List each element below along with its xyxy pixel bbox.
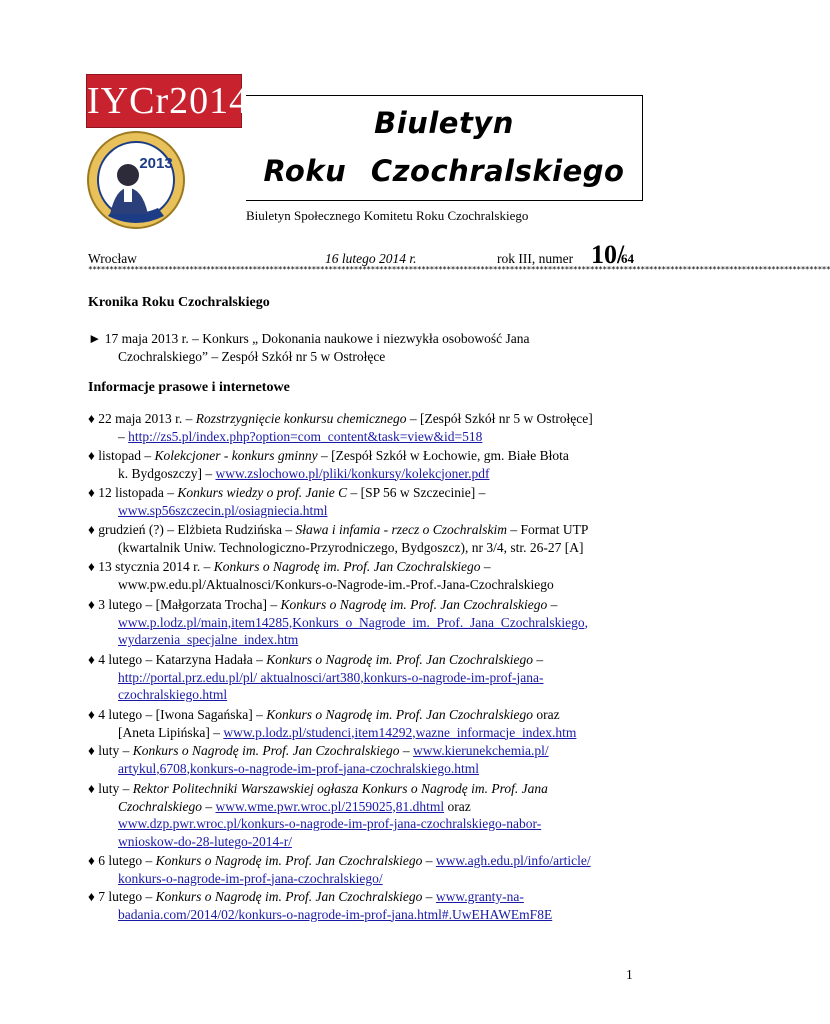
item-text: ♦ listopad – bbox=[88, 448, 155, 463]
title-line-1: Biuletyn bbox=[374, 106, 514, 140]
page-number: 1 bbox=[626, 967, 633, 982]
kronika-item-line1: 17 maja 2013 r. – Konkurs „ Dokonania naukowe i niezwykła osobowość Jana bbox=[104, 331, 530, 346]
item-link[interactable]: www.wme.pwr.wroc.pl/2159025,81.dhtml bbox=[215, 798, 445, 814]
section-heading-info: Informacje prasowe i internetowe bbox=[88, 380, 290, 395]
item-title: Czochralskiego bbox=[118, 798, 202, 814]
item-text: ♦ 6 lutego – bbox=[88, 853, 156, 868]
item-text: – bbox=[202, 798, 216, 814]
item-text: ♦ 22 maja 2013 r. – bbox=[88, 411, 196, 426]
item-title: Kolekcjoner - konkurs gminny bbox=[154, 448, 318, 463]
item-title: Konkurs o Nagrodę im. Prof. Jan Czochralskiego bbox=[280, 597, 548, 612]
item-link[interactable]: www.p.lodz.pl/main,item14285,Konkurs_o_Nagrode_im._Prof._Jana_Czochralskiego, bbox=[118, 614, 589, 630]
item-link[interactable]: www.p.lodz.pl/studenci,item14292,wazne_informacje_index.htm bbox=[223, 724, 577, 740]
item-link[interactable]: wnioskow-do-28-lutego-2014-r/ bbox=[118, 833, 292, 849]
item-text: ♦ luty – bbox=[88, 743, 133, 758]
header-city: Wrocław bbox=[88, 251, 137, 266]
item-link[interactable]: www.agh.edu.pl/info/article/ bbox=[435, 853, 591, 868]
header-date: 16 lutego 2014 r. bbox=[325, 251, 417, 266]
item-title: Konkurs o Nagrodę im. Prof. Jan Czochralskiego bbox=[266, 707, 533, 722]
item-text: – bbox=[422, 889, 436, 904]
item-text: ♦ 7 lutego – bbox=[88, 889, 156, 904]
item-url-text: www.pw.edu.pl/Aktualnosci/Konkurs-o-Nagrode-im.-Prof.-Jana-Czochralskiego bbox=[118, 576, 554, 592]
list-item bbox=[88, 410, 636, 445]
item-link[interactable]: www.dzp.pwr.wroc.pl/konkurs-o-nagrode-im-prof-jana-czochralskiego-nabor- bbox=[118, 816, 542, 831]
arrow-bullet-icon: ► bbox=[88, 331, 102, 346]
list-item bbox=[88, 484, 636, 519]
item-link[interactable]: www.granty-na- bbox=[435, 889, 524, 904]
item-link[interactable]: www.kierunekchemia.pl/ bbox=[413, 743, 549, 758]
header-issue-total: 64 bbox=[621, 251, 634, 266]
item-title: Konkurs wiedzy o prof. Janie C bbox=[177, 485, 348, 500]
list-item bbox=[88, 596, 636, 649]
header-issue-number: 10/ bbox=[591, 240, 625, 269]
badge-year-text: 2013 bbox=[139, 155, 173, 172]
item-title: Konkurs o Nagrodę im. Prof. Jan Czochralskiego bbox=[155, 853, 423, 868]
item-text: oraz bbox=[532, 707, 560, 722]
item-link[interactable]: konkurs-o-nagrode-im-prof-jana-czochralskiego/ bbox=[118, 870, 383, 886]
item-text: ♦ luty – bbox=[88, 781, 133, 796]
item-text: ♦ 3 lutego – [Małgorzata Trocha] – bbox=[88, 597, 281, 612]
item-text: – Format UTP bbox=[506, 522, 589, 537]
subtitle: Biuletyn Społecznego Komitetu Roku Czochralskiego bbox=[246, 208, 529, 223]
item-text: – bbox=[547, 597, 558, 612]
list-item bbox=[88, 852, 636, 887]
list-item bbox=[88, 780, 636, 850]
title-line-2: Roku Czochralskiego bbox=[263, 154, 625, 188]
item-text: ♦ 12 listopada – bbox=[88, 485, 178, 500]
item-link[interactable]: wydarzenia_specjalne_index.htm bbox=[118, 632, 299, 647]
item-title: Konkurs o Nagrodę im. Prof. Jan Czochralskiego bbox=[132, 743, 400, 758]
item-text: – bbox=[532, 652, 544, 667]
kronika-item bbox=[88, 330, 636, 365]
item-title: Rozstrzygnięcie konkursu chemicznego bbox=[195, 411, 407, 426]
item-text: oraz bbox=[444, 798, 471, 814]
item-text: k. Bydgoszczy] – bbox=[118, 465, 216, 481]
section-heading-kronika: Kronika Roku Czochralskiego bbox=[88, 295, 270, 310]
item-link[interactable]: www.sp56szczecin.pl/osiagniecia.html bbox=[118, 502, 328, 518]
item-link[interactable]: www.zslochowo.pl/pliki/konkursy/kolekcjoner.pdf bbox=[215, 465, 490, 481]
item-text: ♦ 4 lutego – Katarzyna Hadała – bbox=[88, 652, 267, 667]
item-link[interactable]: artykul,6708,konkurs-o-nagrode-im-prof-jana-czochralskiego.html bbox=[118, 760, 480, 776]
list-item bbox=[88, 447, 636, 482]
list-item bbox=[88, 521, 636, 556]
item-title: Rektor Politechniki Warszawskiej ogłasza Konkurs o Nagrodę im. Prof. Jana bbox=[132, 781, 548, 796]
list-item bbox=[88, 888, 636, 923]
list-item bbox=[88, 742, 636, 777]
item-text: – [Zespół Szkół nr 5 w Ostrołęce] bbox=[406, 411, 593, 426]
item-title: Konkurs o Nagrodę im. Prof. Jan Czochralskiego bbox=[155, 889, 423, 904]
item-text: ♦ 13 stycznia 2014 r. – bbox=[88, 559, 214, 574]
header-year-label: rok III, numer bbox=[497, 251, 574, 266]
item-text: – [SP 56 w Szczecinie] – bbox=[347, 485, 486, 500]
item-text: – bbox=[422, 853, 436, 868]
item-link[interactable]: http://portal.prz.edu.pl/pl/ aktualnosci/art380,konkurs-o-nagrode-im-prof-jana- bbox=[118, 669, 544, 685]
title-box bbox=[246, 95, 643, 201]
item-text: – bbox=[118, 428, 129, 444]
item-link[interactable]: http://zs5.pl/index.php?option=com_content&task=view&id=518 bbox=[128, 428, 483, 444]
item-link[interactable]: badania.com/2014/02/konkurs-o-nagrode-im-prof-jana.html#.UwEHAWEmF8E bbox=[118, 906, 553, 922]
item-text: – [Zespół Szkół w Łochowie, gm. Białe Błota bbox=[317, 448, 569, 463]
item-text: [Aneta Lipińska] – bbox=[118, 724, 224, 740]
year-2013-badge-logo bbox=[86, 130, 186, 230]
item-title: Konkurs o Nagrodę im. Prof. Jan Czochralskiego bbox=[266, 652, 533, 667]
kronika-item-line2: Czochralskiego” – Zespół Szkół nr 5 w Ostrołęce bbox=[118, 348, 386, 364]
iycr-logo bbox=[86, 74, 250, 128]
item-text: – bbox=[399, 743, 414, 758]
iycr-logo-text: IYCr2014 bbox=[87, 80, 250, 122]
item-text: (kwartalnik Uniw. Technologiczno-Przyrodniczego, Bydgoszcz), nr 3/4, str. 26-27 [A] bbox=[118, 539, 584, 555]
item-text: ♦ grudzień (?) – Elżbieta Rudzińska – bbox=[88, 522, 296, 537]
list-item bbox=[88, 651, 636, 704]
item-text: ♦ 4 lutego – [Iwona Sagańska] – bbox=[88, 707, 267, 722]
list-item bbox=[88, 706, 636, 741]
item-title: Konkurs o Nagrodę im. Prof. Jan Czochralskiego bbox=[213, 559, 481, 574]
item-text: – bbox=[480, 559, 491, 574]
item-title: Sława i infamia - rzecz o Czochralskim bbox=[295, 522, 507, 537]
list-item bbox=[88, 558, 636, 593]
star-divider: ******************************************************************************************************************************************************************************** bbox=[88, 265, 830, 274]
item-link[interactable]: czochralskiego.html bbox=[118, 687, 228, 702]
